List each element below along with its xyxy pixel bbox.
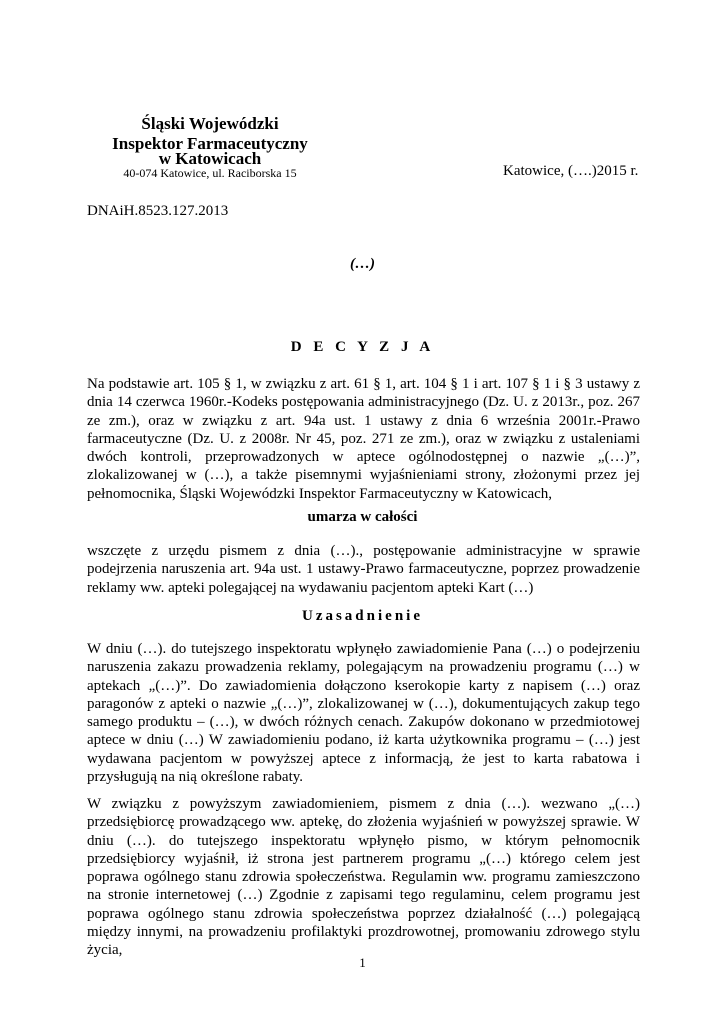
decision-heading: umarza w całości (307, 509, 418, 525)
justification-paragraph-2: W związku z powyższym zawiadomieniem, pismem z dnia (…). wezwano „(…) przedsiębiorcę prowadzącego ww. aptekę, do złożenia wyjaśnień w powyższej sprawie. W dniu (…). do tutejszego inspektoratu wpłynęło pismo, w którym pełnomocnik przedsiębiorcy wyjaśnił, iż strona jest partnerem programu „(…) którego celem jest poprawa ogólnego stanu zdrowia społeczeństwa. Regulamin ww. programu zamieszczono na stronie internetowej (…) Zgodnie z zapisami tego regulaminu, celem programu jest poprawa ogólnego stanu zdrowia społeczeństwa poprzez działalność (…) polegającą między innymi, na prowadzeniu profilaktyki prozdrowotnej, promowaniu zdrowego stylu życia, (87, 796, 640, 959)
intro-paragraph: Na podstawie art. 105 § 1, w związku z art. 61 § 1, art. 104 § 1 i art. 107 § 1 i § 3 ustawy z dnia 14 czerwca 1960r.-Kodeks postępowania administracyjnego (Dz. U. z 2013r., poz. 267 ze zm.), oraz w związku z art. 94a ust. 1 ustawy z dnia 6 września 2001r.-Prawo farmaceutyczne (Dz. U. z 2008r. Nr 45, poz. 271 ze zm.), oraz w związku z ustaleniami dwóch kontroli, przeprowadzonych w aptece ogólnodostępnej o nazwie „(…)”, zlokalizowanej w (…), a także pisemnymi wyjaśnieniami strony, złożonymi przez jej pełnomocnika, Śląski Wojewódzki Inspektor Farmaceutyczny w Katowicach, (87, 376, 640, 502)
issuer-name-line-1: Śląski Wojewódzki (141, 114, 279, 133)
issuer-name-line-3: w Katowicach (158, 149, 262, 168)
justification-heading: Uzasadnienie (301, 608, 423, 624)
redacted-addressee: (…) (350, 256, 375, 272)
document-date: Katowice, (….)2015 r. (503, 163, 639, 179)
issuer-name-line-2: Inspektor Farmaceutyczny (112, 134, 308, 153)
justification-paragraph-1: W dniu (…). do tutejszego inspektoratu wpłynęło zawiadomienie Pana (…) o podejrzeniu naruszenia zakazu prowadzenia reklamy, polegającym na prowadzeniu programu (…) w aptekach „(…)”. Do zawiadomienia dołączono kserokopie karty z napisem (…) oraz paragonów z apteki o nazwie „(…)”, zlokalizowanej w (…), dokumentujących zakup tego samego produktu – (…), w dwóch różnych cenach. Zakupów dokonano w przedmiotowej aptece w dniu (…) W zawiadomieniu podano, iż karta użytkownika programu – (…) jest wydawana pacjentom w powyższej aptece z informacją, że jest to karta rabatowa i przysługują na nią określone rabaty. (87, 641, 640, 786)
document-title: D E C Y Z J A (290, 339, 435, 355)
issuer-address: 40-074 Katowice, ul. Raciborska 15 (123, 166, 297, 180)
reference-number: DNAiH.8523.127.2013 (87, 203, 229, 219)
decision-paragraph: wszczęte z urzędu pismem z dnia (…)., postępowanie administracyjne w sprawie podejrzenia naruszenia art. 94a ust. 1 ustawy-Prawo farmaceutyczne, poprzez prowadzenie reklamy ww. apteki polegającej na wydawaniu pacjentom apteki Kart (…) (87, 543, 640, 596)
page-number: 1 (359, 955, 366, 970)
